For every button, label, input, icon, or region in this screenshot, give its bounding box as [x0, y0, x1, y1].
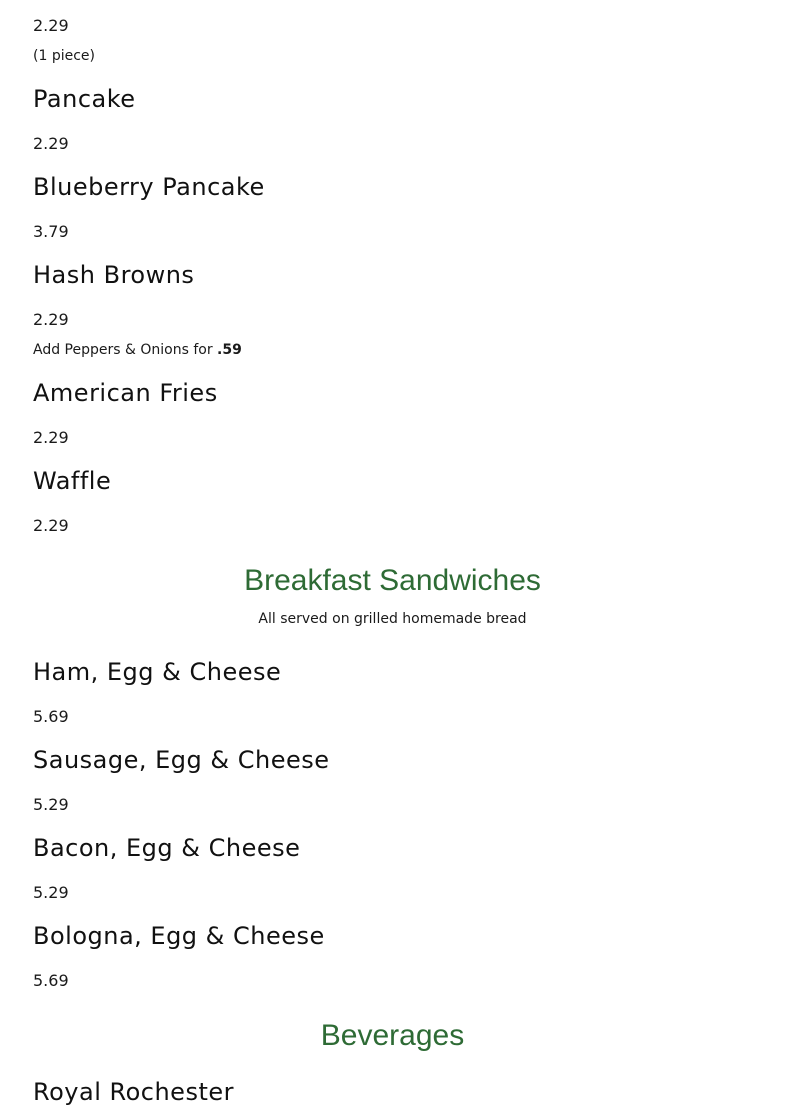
menu-item-name: Bologna, Egg & Cheese — [33, 922, 325, 950]
note-price: .59 — [217, 342, 242, 358]
item-price: 2.29 — [33, 16, 69, 35]
menu-item-name: Ham, Egg & Cheese — [33, 658, 282, 686]
item-price: 2.29 — [33, 310, 69, 329]
menu-item-name: Pancake — [33, 85, 136, 113]
item-price: 5.29 — [33, 883, 69, 902]
item-price: 3.79 — [33, 222, 69, 241]
menu-item-name: Bacon, Egg & Cheese — [33, 834, 301, 862]
menu-item-name: Waffle — [33, 467, 112, 495]
menu-item-name: Sausage, Egg & Cheese — [33, 746, 330, 774]
item-note: (1 piece) — [33, 48, 95, 64]
menu-item-name: Hash Browns — [33, 261, 195, 289]
item-price: 5.69 — [33, 707, 69, 726]
section-title: Beverages — [320, 1019, 465, 1052]
item-price: 2.29 — [33, 428, 69, 447]
item-price: 2.29 — [33, 516, 69, 535]
menu-item-name: American Fries — [33, 379, 218, 407]
item-price: 5.69 — [33, 971, 69, 990]
item-price: 5.29 — [33, 795, 69, 814]
menu-item-name: Royal Rochester — [33, 1078, 234, 1106]
section-subtitle: All served on grilled homemade bread — [258, 611, 527, 627]
menu-item-name: Blueberry Pancake — [33, 173, 265, 201]
item-price: 2.29 — [33, 134, 69, 153]
item-note — [33, 342, 242, 358]
note-text: Add Peppers & Onions for — [33, 342, 218, 358]
section-title: Breakfast Sandwiches — [244, 564, 541, 597]
